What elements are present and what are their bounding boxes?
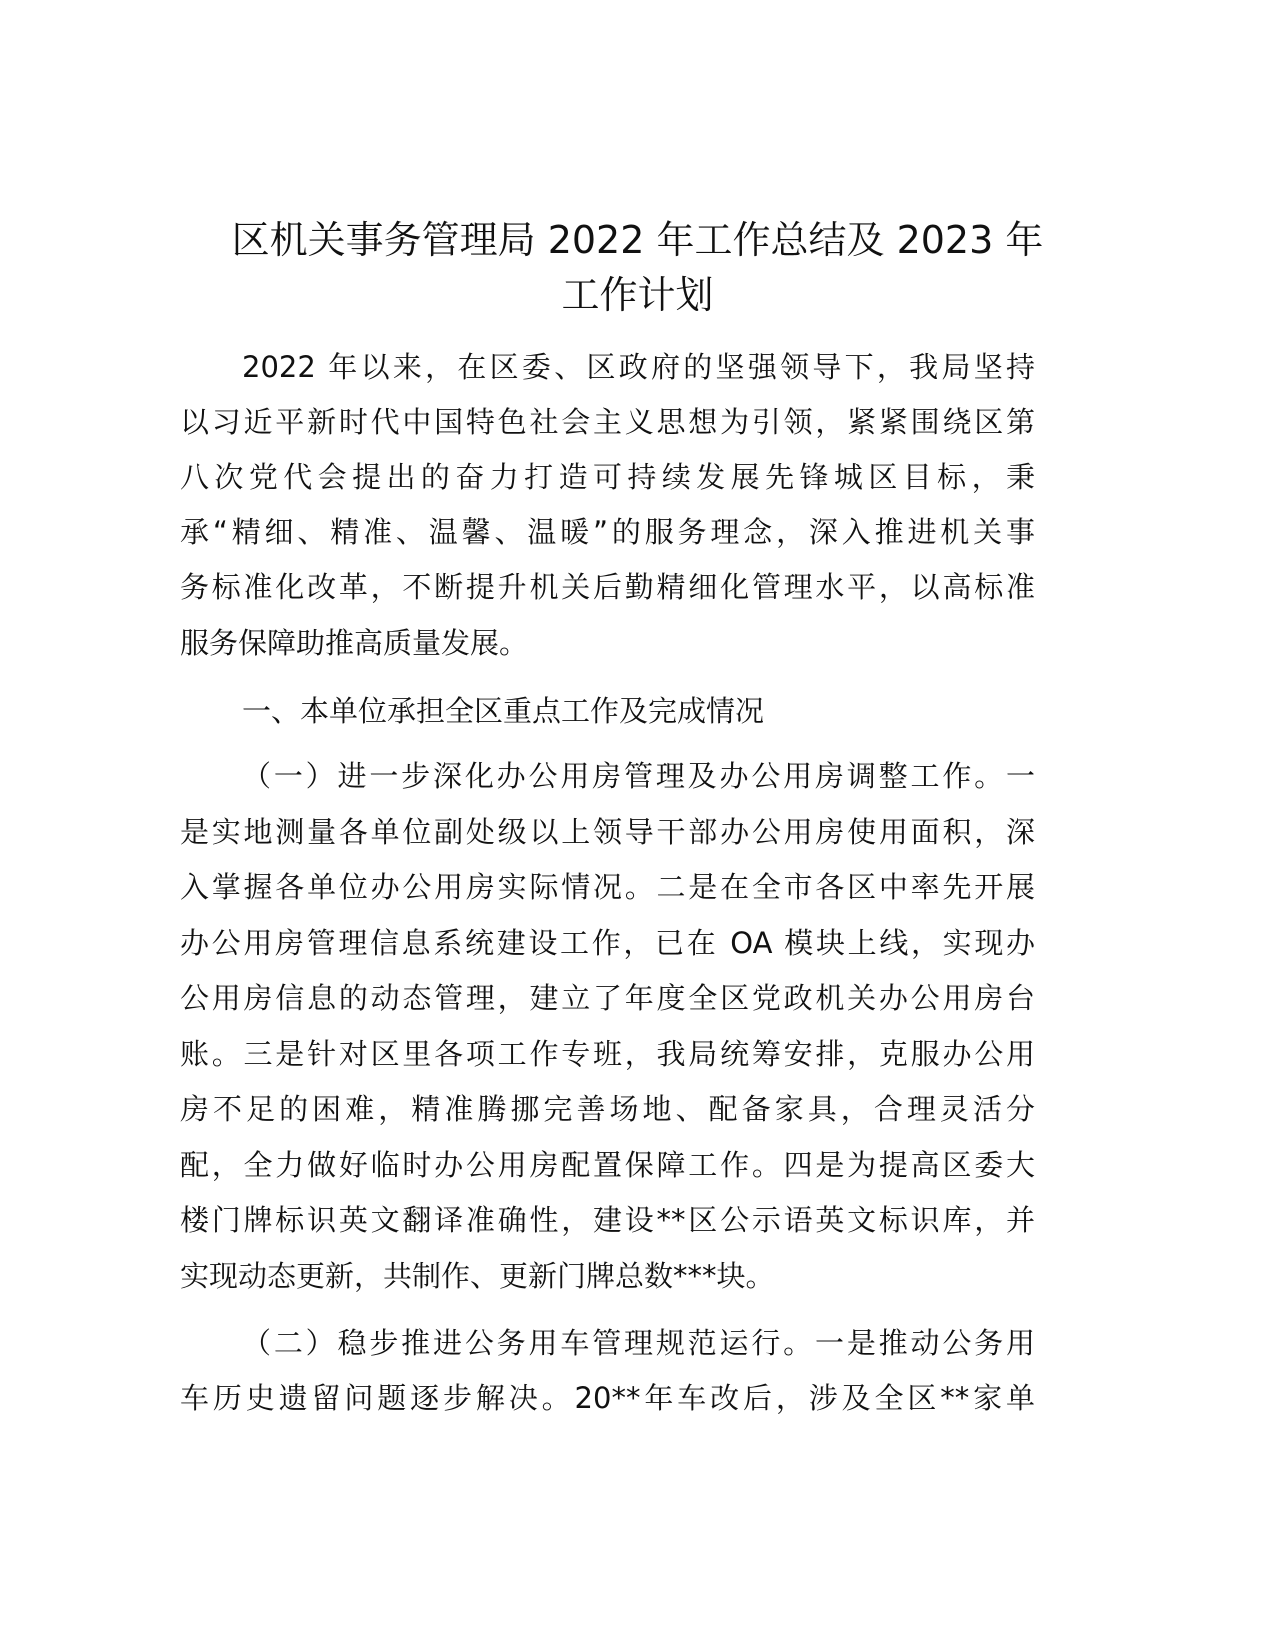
paragraph-line: 房不足的困难，精准腾挪完善场地、配备家具，合理灵活分 <box>180 1092 1035 1126</box>
paragraph-line: （二）稳步推进公务用车管理规范运行。一是推动公务用 <box>242 1326 1035 1360</box>
paragraph-line: 务标准化改革，不断提升机关后勤精细化管理水平，以高标准 <box>180 570 1035 604</box>
paragraph-line: 八次党代会提出的奋力打造可持续发展先锋城区目标，秉 <box>180 460 1035 494</box>
paragraph-line: 账。三是针对区里各项工作专班，我局统筹安排，克服办公用 <box>180 1037 1035 1071</box>
paragraph-line: 服务保障助推高质量发展。 <box>180 626 529 660</box>
paragraph-line: 承“精细、精准、温馨、温暖”的服务理念，深入推进机关事 <box>180 515 1035 549</box>
section-heading: 一、本单位承担全区重点工作及完成情况 <box>242 694 765 728</box>
paragraph-line: 以习近平新时代中国特色社会主义思想为引领，紧紧围绕区第 <box>180 405 1035 439</box>
document-title-line-2: 工作计划 <box>561 273 714 317</box>
paragraph-line: 是实地测量各单位副处级以上领导干部办公用房使用面积，深 <box>180 815 1035 849</box>
paragraph-line: 公用房信息的动态管理，建立了年度全区党政机关办公用房台 <box>180 981 1035 1015</box>
paragraph-line: 入掌握各单位办公用房实际情况。二是在全市各区中率先开展 <box>180 870 1035 904</box>
document-title-line-1: 区机关事务管理局 2022 年工作总结及 2023 年 <box>231 218 1044 262</box>
paragraph-line: 办公用房管理信息系统建设工作，已在 OA 模块上线，实现办 <box>180 926 1035 960</box>
paragraph-line: 2022 年以来，在区委、区政府的坚强领导下，我局坚持 <box>242 350 1035 384</box>
paragraph-line: （一）进一步深化办公用房管理及办公用房调整工作。一 <box>242 759 1035 793</box>
paragraph-line: 楼门牌标识英文翻译准确性，建设**区公示语英文标识库，并 <box>180 1203 1035 1237</box>
paragraph-line: 配，全力做好临时办公用房配置保障工作。四是为提高区委大 <box>180 1148 1035 1182</box>
paragraph-line: 实现动态更新，共制作、更新门牌总数***块。 <box>180 1259 775 1293</box>
paragraph-line: 车历史遗留问题逐步解决。20**年车改后，涉及全区**家单 <box>180 1381 1035 1415</box>
